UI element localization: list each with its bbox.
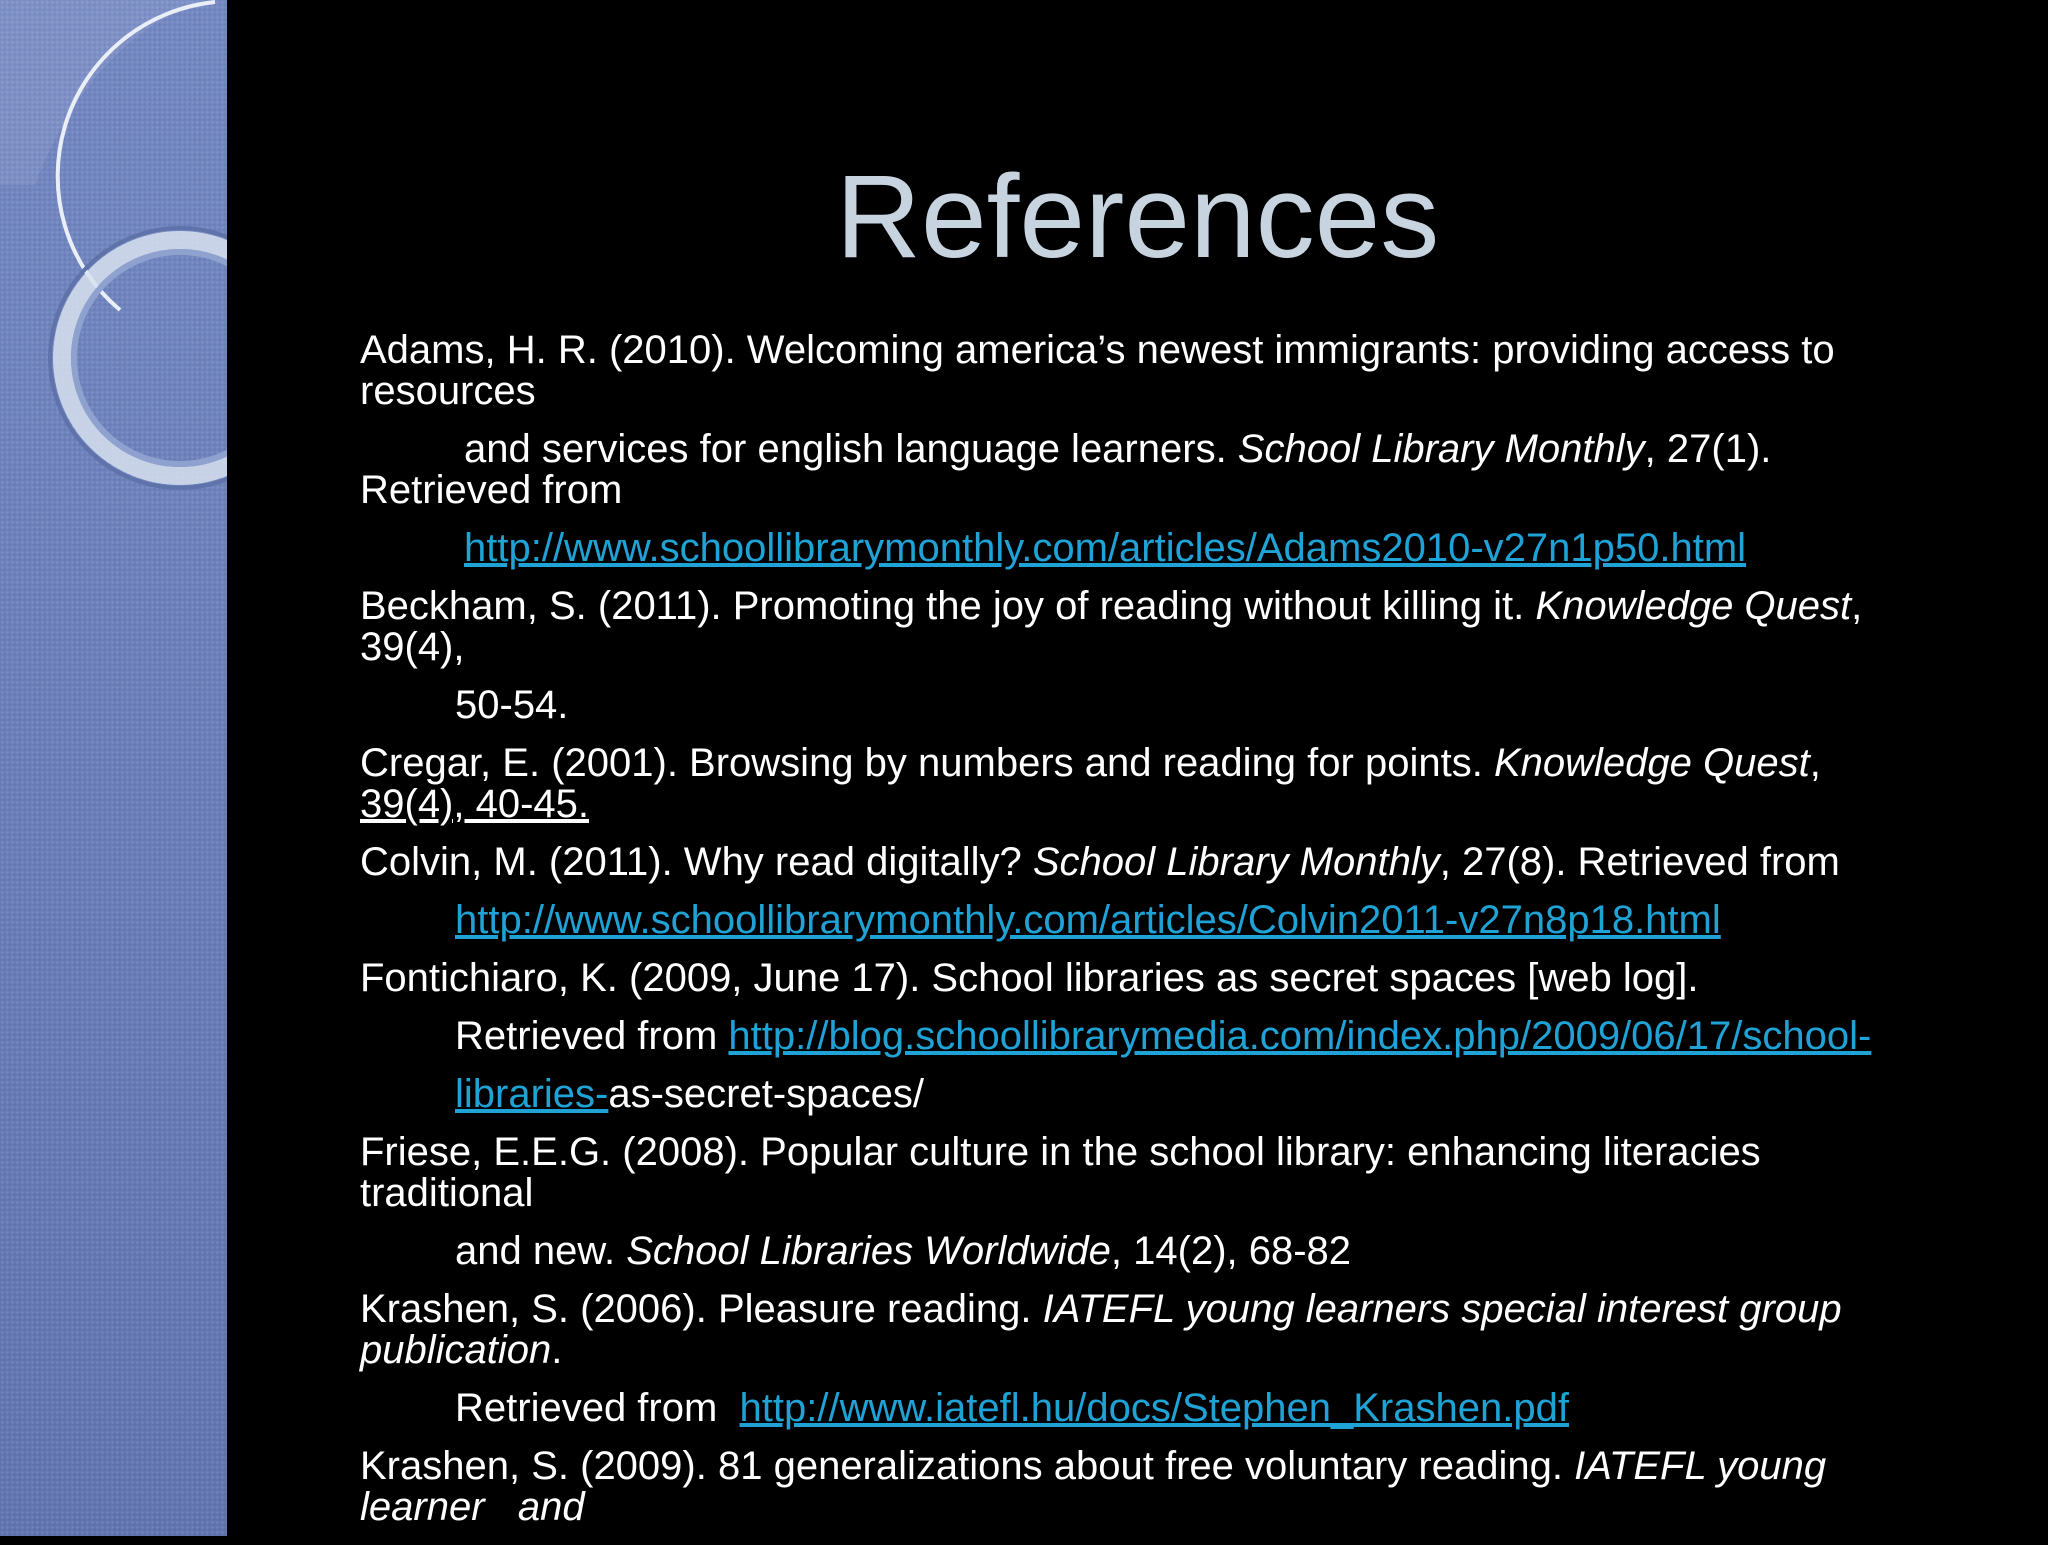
sidebar-decoration <box>0 0 227 1536</box>
slide-title: References <box>835 151 1440 284</box>
adams-url-link[interactable]: http://www.schoollibrarymonthly.com/articles/Adams2010-v27n1p50.html <box>464 526 1747 570</box>
reference-friese-line2: and new. School Libraries Worldwide, 14(2), 68-82 <box>455 1229 1352 1273</box>
reference-friese-line1: Friese, E.E.G. (2008). Popular culture in the school library: enhancing literacies traditional <box>360 1130 1761 1215</box>
reference-fontichiaro-line1: Fontichiaro, K. (2009, June 17). School libraries as secret spaces [web log]. <box>360 956 1699 1000</box>
reference-krashen-2006-line1: Krashen, S. (2006). Pleasure reading. IATEFL young learners special interest group publication. <box>360 1287 1842 1372</box>
reference-colvin-url-line <box>360 900 1980 941</box>
concentric-rings-graphic <box>0 0 227 500</box>
reference-adams-line2: and services for english language learners. School Library Monthly, 27(1). Retrieved from <box>360 427 1772 512</box>
reference-colvin: Colvin, M. (2011). Why read digitally? School Library Monthly, 27(8). Retrieved from <box>360 840 1840 884</box>
reference-adams-url-line <box>360 528 1980 569</box>
reference-beckham-line1: Beckham, S. (2011). Promoting the joy of reading without killing it. Knowledge Quest, 39(4), <box>360 584 1863 669</box>
reference-fontichiaro-line2: Retrieved from http://blog.schoollibrarymedia.com/index.php/2009/06/17/school- <box>455 1014 1872 1058</box>
colvin-url-link[interactable]: http://www.schoollibrarymonthly.com/articles/Colvin2011-v27n8p18.html <box>455 898 1721 942</box>
reference-adams-line1: Adams, H. R. (2010). Welcoming america’s newest immigrants: providing access to resources <box>360 328 1835 413</box>
fontichiaro-url-link-cont[interactable]: libraries- <box>455 1072 609 1116</box>
reference-fontichiaro-line3: libraries-as-secret-spaces/ <box>455 1072 925 1116</box>
reference-beckham-line2: 50-54. <box>455 683 569 727</box>
reference-krashen-2006-line2: Retrieved from http://www.iatefl.hu/docs/Stephen_Krashen.pdf <box>455 1386 1569 1430</box>
reference-krashen-2009: Krashen, S. (2009). 81 generalizations about free voluntary reading. IATEFL young learner and <box>360 1444 1827 1529</box>
krashen-url-link[interactable]: http://www.iatefl.hu/docs/Stephen_Krashen.pdf <box>739 1386 1569 1430</box>
fontichiaro-url-link[interactable]: http://blog.schoollibrarymedia.com/index.php/2009/06/17/school- <box>728 1014 1872 1058</box>
reference-list <box>360 330 1980 1545</box>
reference-cregar: Cregar, E. (2001). Browsing by numbers and reading for points. Knowledge Quest, 39(4), 40-45. <box>360 741 1821 826</box>
